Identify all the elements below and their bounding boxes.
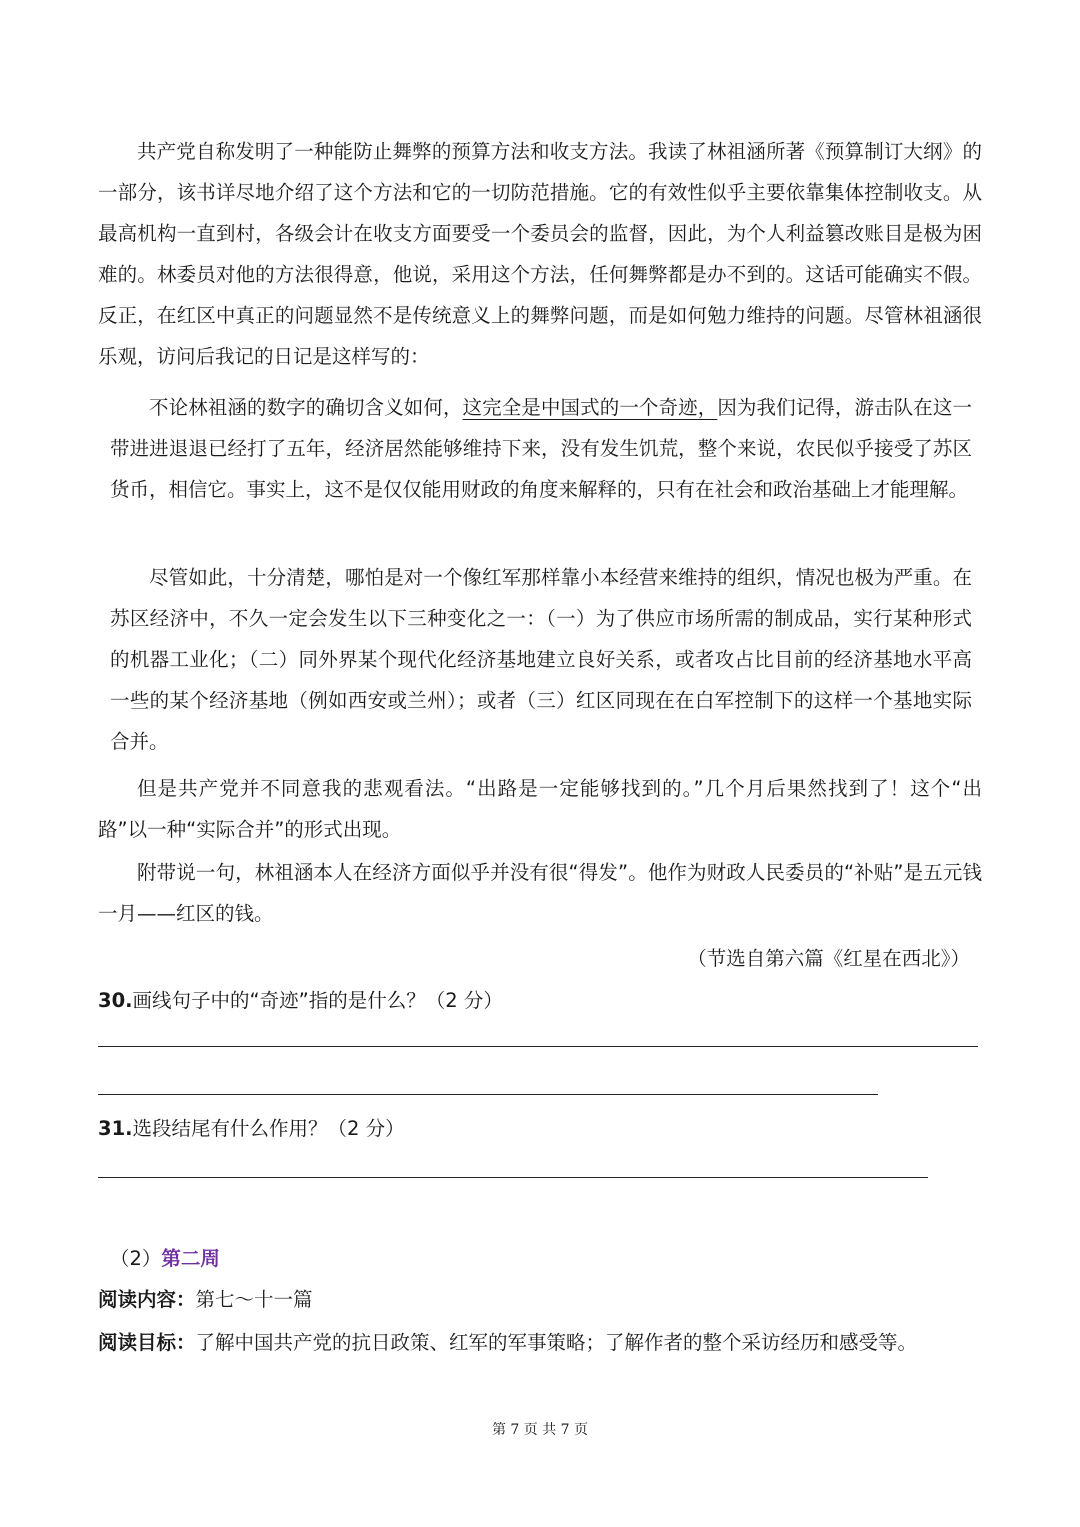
reading-content-value: 第七～十一篇	[195, 1288, 313, 1311]
reading-goal-label: 阅读目标：	[98, 1331, 196, 1354]
question-number: 31.	[98, 1117, 133, 1140]
underlined-sentence: 这完全是中国式的一个奇迹，	[462, 396, 718, 419]
diary-text-before: 不论林祖涵的数字的确切含义如何，	[149, 396, 463, 419]
answer-line[interactable]	[98, 1177, 928, 1178]
answer-line[interactable]	[98, 1094, 878, 1095]
week-heading	[110, 1238, 220, 1279]
diary-text-after: 因为我们记得，游击队在这一带进进退退已经打了五年，经济居然能够维持下来，没有发生饥荒，整个来说，农民似乎接受了苏区货币，相信它。事实上，这不是仅仅能用财政的角度来解释的，只有在社会和政治基础上才能理解。	[110, 396, 972, 501]
source-note: （节选自第六篇《红星在西北》）	[687, 947, 970, 970]
answer-line[interactable]	[98, 1046, 978, 1047]
reading-goal-value: 了解中国共产党的抗日政策、红军的军事策略；了解作者的整个采访经历和感受等。	[195, 1331, 918, 1354]
paragraph-way-out: 但是共产党并不同意我的悲观看法。“出路是一定能够找到的。”几个月后果然找到了！这个“出路”以一种“实际合并”的形式出现。	[98, 777, 982, 841]
paragraph-budget-method: 共产党自称发明了一种能防止舞弊的预算方法和收支方法。我读了林祖涵所著《预算制订大纲》的一部分，该书详尽地介绍了这个方法和它的一切防范措施。它的有效性似乎主要依靠集体控制收支。从最高机构一直到村，各级会计在收支方面要受一个委员会的监督，因此，为个人利益篡改账目是极为困难的。林委员对他的方法很得意，他说，采用这个方法，任何舞弊都是办不到的。这话可能确实不假。反正，在红区中真正的问题显然不是传统意义上的舞弊问题，而是如何勉力维持的问题。尽管林祖涵很乐观，访问后我记的日记是这样写的：	[98, 140, 982, 368]
reading-content-label: 阅读内容：	[98, 1288, 196, 1311]
reading-goal	[98, 1322, 917, 1363]
question-30	[98, 980, 503, 1021]
week-prefix: （2）	[110, 1247, 162, 1270]
question-number: 30.	[98, 989, 133, 1012]
reading-content	[98, 1279, 313, 1320]
question-text: 画线句子中的“奇迹”指的是什么？（2 分）	[132, 989, 503, 1012]
quoted-diary-paragraph-1	[110, 387, 972, 510]
paragraph-lin-subsidy: 附带说一句，林祖涵本人在经济方面似乎并没有很“得发”。他作为财政人民委员的“补贴”是五元钱一月——红区的钱。	[98, 861, 982, 925]
quoted-diary-paragraph-2: 尽管如此，十分清楚，哪怕是对一个像红军那样靠小本经营来维持的组织，情况也极为严重。在苏区经济中，不久一定会发生以下三种变化之一：（一）为了供应市场所需的制成品，实行某种形式的机器工业化；（二）同外界某个现代化经济基地建立良好关系，或者攻占比目前的经济基地水平高一些的某个经济基地（例如西安或兰州）；或者（三）红区同现在在白军控制下的这样一个基地实际合并。	[110, 566, 972, 753]
question-text: 选段结尾有什么作用？（2 分）	[132, 1117, 405, 1140]
question-31	[98, 1108, 405, 1149]
week-title: 第二周	[161, 1247, 220, 1270]
page-footer: 第 7 页 共 7 页	[491, 1422, 589, 1438]
